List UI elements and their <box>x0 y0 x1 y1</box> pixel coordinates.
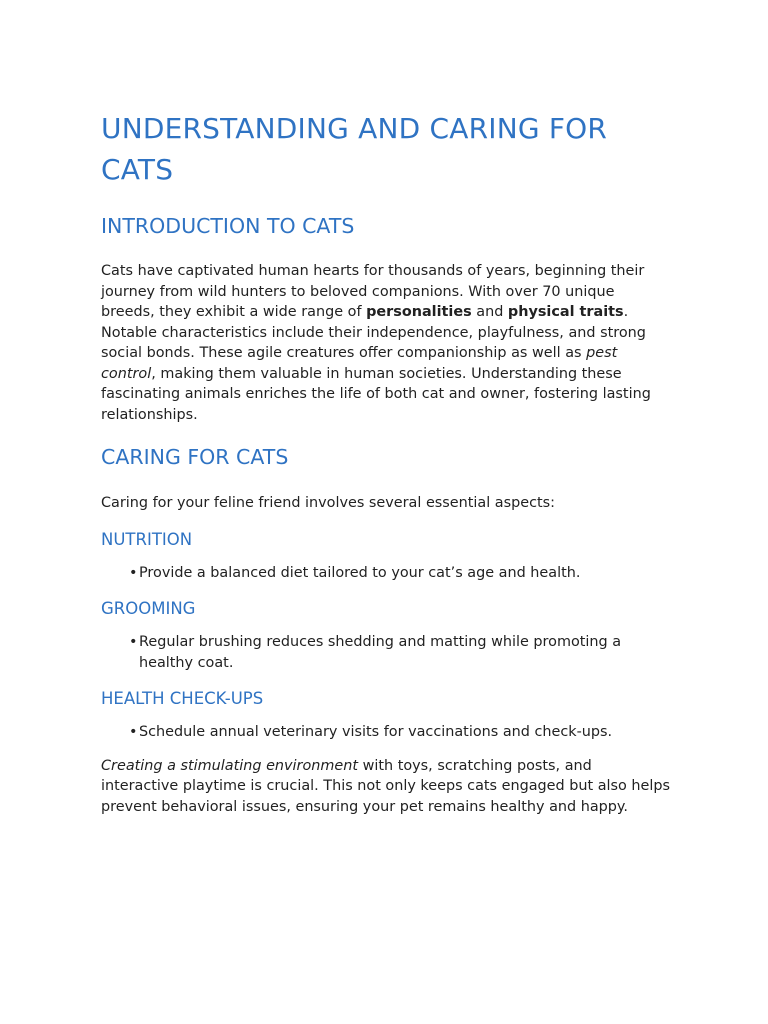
intro-text-2: and <box>471 304 508 320</box>
health-bullet-text: Schedule annual veterinary visits for vaccinations and check-ups. <box>139 724 613 740</box>
document-title: UNDERSTANDING AND CARING FOR CATS <box>101 112 608 186</box>
closing-italic: Creating a stimulating environment <box>101 757 359 774</box>
list-item <box>129 632 671 673</box>
intro-bold-personalities: personalities <box>366 304 472 320</box>
grooming-bullet-text: Regular brushing reduces shedding and matting while promoting a healthy coat. <box>139 634 622 671</box>
intro-bold-physical-traits: physical traits <box>507 304 624 320</box>
closing-text: with toys, scratching posts, and interactive playtime is crucial. This not only keeps cats engaged but also helps prevent behavioral issues, ensuring your pet remains healthy and happy. <box>101 757 671 815</box>
list-item <box>129 722 671 743</box>
health-checkups-heading: HEALTH CHECK-UPS <box>101 689 264 708</box>
document-page <box>101 108 671 817</box>
bullet-icon: • <box>129 634 138 650</box>
intro-text-3: . Notable characteristics include their independence, playfulness, and strong social bonds. These agile creatures offer companionship as well as <box>101 304 646 361</box>
list-item <box>129 563 671 584</box>
closing-paragraph <box>101 756 671 818</box>
bullet-icon: • <box>129 724 138 740</box>
caring-lead: Caring for your feline friend involves several essential aspects: <box>101 495 556 511</box>
intro-italic-pest-control: pest control <box>101 345 618 382</box>
bullet-icon: • <box>129 564 138 581</box>
grooming-heading: GROOMING <box>101 599 196 618</box>
intro-text-1: Cats have captivated human hearts for thousands of years, beginning their journey from wild hunters to beloved companions. With over 70 unique breeds, they exhibit a wide range of <box>101 263 645 320</box>
intro-heading: INTRODUCTION TO CATS <box>101 214 355 238</box>
intro-paragraph <box>101 261 671 425</box>
nutrition-heading: NUTRITION <box>101 529 193 549</box>
nutrition-bullet-text: Provide a balanced diet tailored to your cat’s age and health. <box>139 564 581 581</box>
caring-heading: CARING FOR CATS <box>101 445 289 469</box>
intro-text-4: , making them valuable in human societies. Understanding these fascinating animals enriches the life of both cat and owner, fostering lasting relationships. <box>101 365 651 423</box>
